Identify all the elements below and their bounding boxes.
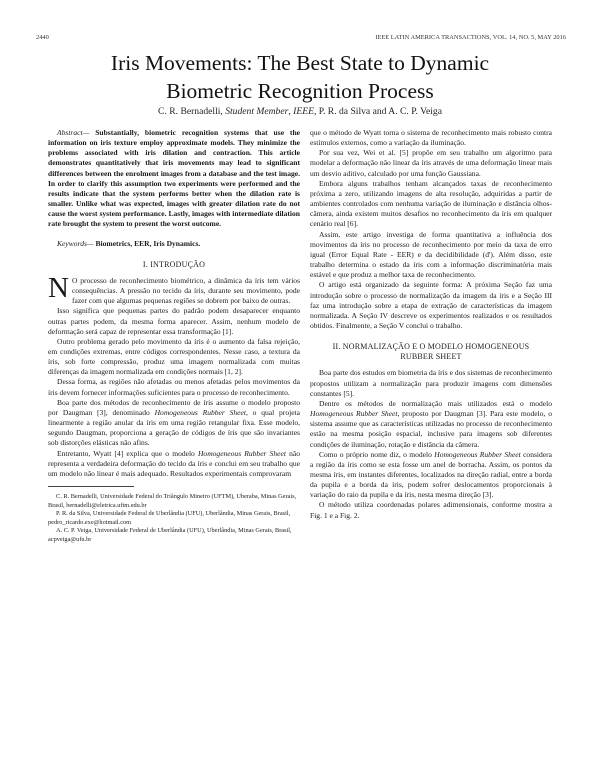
drop-cap: N	[48, 271, 69, 304]
p5-b: , o qual projeta linearmente a região anular da íris em uma região retangular fixa. Esse modelo, segundo Daugman, proporciona a geração de códigos de íris que são invariantes sob distorções elásticas não afins.	[48, 407, 300, 448]
title-line-2: Biometric Recognition Process	[166, 79, 434, 103]
section-heading-intro: I. INTRODUÇÃO	[142, 259, 206, 269]
intro-p1-text: O processo de reconhecimento biométrico, a dinâmica da íris tem vários consequências. A pressão no tecido da íris, durante seu movimento, pode fazer com que algumas pequenas regiões se dobrem por baixo de outras.	[71, 275, 300, 306]
intro-paragraph-5	[48, 398, 300, 449]
intro-paragraph-1	[48, 271, 300, 306]
right-paragraph-1: que o método de Wyatt torna o sistema de reconhecimento mais robusto contra estímulos externos, como a variação da iluminação.	[310, 128, 552, 148]
p6-a: Entretanto, Wyatt [4] explica que o modelo	[57, 448, 198, 458]
p5-model-name: Homogeneous Rubber Sheet	[154, 407, 246, 417]
section2-line-1: II. NORMALIZAÇÃO E O MODELO HOMOGENEOUS	[332, 342, 530, 352]
r7-a: Dentre os métodos de normalização mais utilizados está o modelo	[319, 398, 552, 408]
intro-paragraph-4: Dessa forma, as regiões não afetadas ou menos afetadas pelos movimentos da íris devem fornecer informações suficientes para o processo de reconhecimento.	[48, 377, 300, 397]
footnote-author-2: P. R. da Silva, Universidade Federal de Uberlândia (UFU), Uberlândia, Minas Gerais, Brasil, pedro_ricardo.exe@hotmail.com	[48, 510, 291, 526]
footnote-author-3: A. C. P. Veiga, Universidade Federal de Uberlândia (UFU), Uberlândia, Minas Gerais, Brasil, acpveiga@ufu.br	[48, 527, 292, 543]
p6-b: não representa a verdadeira deformação do tecido da íris e conclui em seu trabalho que um modelo não linear é mais adequado. Resultados experimentais comprovaram	[48, 448, 300, 478]
keywords	[48, 239, 300, 249]
r7-model-name: Homogeneous Rubber Sheet	[310, 409, 398, 419]
right-paragraph-7	[310, 399, 552, 450]
abstract-label: Abstract—	[57, 128, 90, 137]
footnote-author-1: C. R. Bernadelli, Universidade Federal do Triângulo Mineiro (UFTM), Uberaba, Minas Gerais, Brasil, bernadelli@eletrica.uftm.edu.br	[48, 493, 297, 509]
author-sep: ,	[288, 106, 294, 117]
author-rest: , P. R. da Silva and A. C. P. Veiga	[313, 106, 442, 117]
section2-line-2: RUBBER SHEET	[400, 352, 462, 362]
r7-b: , proposto por Daugman [3]. Para este modelo, o sistema assume que as características utilizadas no processo de reconhecimento estão na mesma posição espacial, inclusive para imagens sob diferentes condições de iluminação, rotação e distância da câmera.	[310, 409, 553, 449]
intro-paragraph-3: Outro problema gerado pelo movimento da íris é o aumento da falsa rejeição, em condições extremas, entre códigos correspondentes. Nesse caso, a textura da íris, sob forte compressão, produz uma imagem normalizada com muitas diferenças da imagem normalizada em condições normais [1, 2].	[48, 336, 300, 377]
paper-title	[40, 49, 560, 105]
left-column	[48, 128, 300, 545]
intro-paragraph-2: Isso significa que pequenas partes do padrão podem desaparecer enquanto outras partes podem, da mesma forma aparecer. Assim, nenhum modelo de deformação será capaz de representar essa transformação [1].	[48, 306, 300, 336]
right-paragraph-8	[310, 450, 552, 501]
title-line-1: Iris Movements: The Best State to Dynamic	[110, 51, 490, 75]
p5-a: Boa parte dos métodos de reconhecimento de íris assume o modelo proposto por Daugman [3], denominado	[48, 397, 300, 417]
p6-model-name: Homogeneous Rubber Sheet	[197, 448, 286, 458]
running-header: IEEE LATIN AMERICA TRANSACTIONS, VOL. 14, NO. 5, MAY 2016	[375, 34, 566, 41]
r8-model-name: Homogeneous Rubber Sheet	[434, 449, 521, 459]
intro-paragraph-6	[48, 449, 300, 479]
right-paragraph-6: Boa parte dos estudos em biometria da íris e dos sistemas de reconhecimento propostos utilizam a normalização para produzir imagens com dimensões constantes [5].	[310, 368, 552, 398]
keywords-label: Keywords—	[57, 238, 94, 248]
r8-b: considera a região da íris como se esta fosse um anel de borracha. Assim, os pontos da mesma íris, em instantes diferentes, localizados na direção radial, entre a borda da pupila e a borda da íris, podem sofrer deslocamentos proporcionais à variação do raio da pupila e da íris, nesta mesma direção [3].	[310, 449, 552, 500]
author-1-ieee: IEEE	[293, 106, 314, 117]
right-paragraph-3: Embora alguns trabalhos tenham alcançados taxas de reconhecimento próxima a zero, utilizando imagens de alta resolução, adquiridas a partir de ambientes controlados com nenhuma variação de iluminação e distância olhos-câmera, ainda existem muitos desafios no reconhecimento da íris em qualquer cenário real [6].	[310, 178, 552, 229]
r8-a: Como o próprio nome diz, o modelo	[319, 449, 435, 459]
author-1-role: Student Member	[225, 106, 289, 117]
footnote-rule	[48, 486, 134, 487]
author-list	[40, 106, 560, 117]
right-paragraph-9: O método utiliza coordenadas polares adimensionais, conforme mostra a Fig. 1 e a Fig. 2.	[310, 500, 552, 520]
keywords-text: Biometrics, EER, Iris Dynamics.	[93, 238, 201, 248]
abstract-text: Substantially, biometric recognition systems that use the information on iris texture employ approximate models. They minimize the problems associated with iris dilation and contraction. This article demonstrates quantitatively that iris movements may lead to significant differences between the enrolment images from a database and the test image. In order to clarify this assumption two experiments were performed and the results indicate that the system performs better when the dilation rate is smaller. Unlike what was expected, images with greater dilation rate do not cause the worst system performance. Lastly, images with intermediate dilation rate brought the system to present the worst outcome.	[48, 128, 300, 229]
right-column	[310, 128, 552, 521]
right-paragraph-5: O artigo está organizado da seguinte forma: A próxima Seção faz uma introdução sobre o processo de normalização da imagem da íris e a Seção III faz uma introdução sobre a etapa de extração de características da imagem normalizada. A Seção IV descreve os experimentos realizados e os resultados obtidos. Finalmente, a Seção V conclui o trabalho.	[310, 280, 552, 330]
right-paragraph-2: Por sua vez, Wei et al. [5] propõe em seu trabalho um algoritmo para modelar a deformação não linear da íris através de uma deformação linear mais um desvio aditivo, calculado por uma função Gaussiana.	[310, 148, 552, 178]
abstract	[48, 128, 300, 230]
author-1: C. R. Bernadelli,	[158, 106, 226, 117]
page-number: 2440	[36, 34, 49, 41]
right-paragraph-4: Assim, este artigo investiga de forma quantitativa a influência dos movimentos da íris no processo de reconhecimento por meio da taxa de erro igual (Error Equal Rate - EER) e da decidibilidade (d'). Além disso, este trabalho determina o estado da íris com a informação discriminatória mais estável e que produz a melhor taxa de reconhecimento.	[310, 229, 552, 280]
section-heading-normalization	[310, 342, 552, 362]
